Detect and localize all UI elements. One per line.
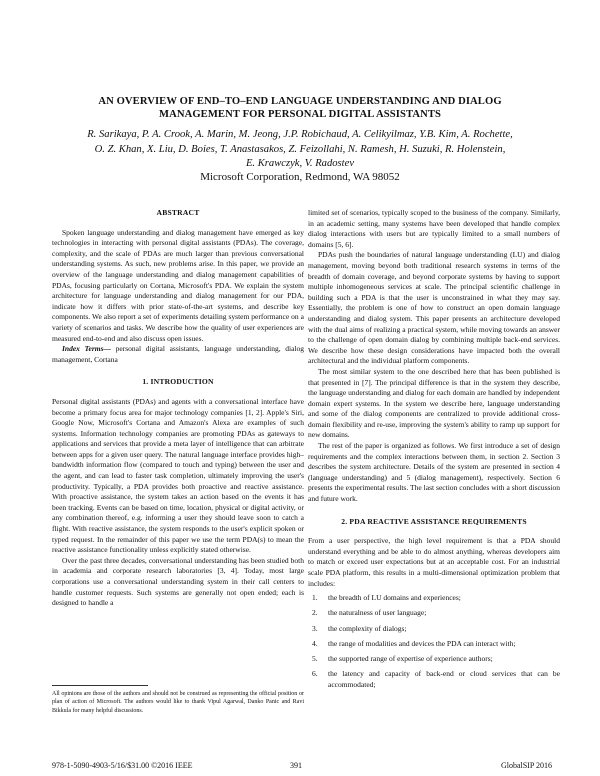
list-item: 1. the breadth of LU domains and experiences; bbox=[312, 593, 461, 603]
list-item: 6. the latency and capacity of back-end or cloud services that can be accommodated; bbox=[312, 669, 560, 689]
intro-paragraph-2: Over the past three decades, conversational understanding has been studied both in academia and corporate research laboratories [3, 4]. Today, most large corporations use a conversational understanding system in their call centers to handle customer requests. Such systems are generally not open ended; each is designed to handle a bbox=[52, 555, 304, 608]
left-column bbox=[52, 208, 304, 609]
title-line-2: MANAGEMENT FOR PERSONAL DIGITAL ASSISTANTS bbox=[158, 109, 442, 120]
list-item: 3. the complexity of dialogs; bbox=[312, 623, 407, 633]
author-line-1: R. Sarikaya, P. A. Crook, A. Marin, M. Jeong, J.P. Robichaud, A. Celikyilmaz, Y.B. Kim, A. Rochette, bbox=[87, 129, 513, 140]
footnote: All opinions are those of the authors and should not be construed as representing the official position or plan of action of Microsoft. The authors would like to thank Vipul Agarwal, Danko Panic and Ravi Bikkula for many helpful discussions. bbox=[52, 691, 304, 714]
index-terms-label: Index Terms— bbox=[62, 344, 111, 354]
footer-isbn: 978-1-5090-4903-5/16/$31.00 ©2016 IEEE bbox=[52, 761, 193, 770]
author-line-2: O. Z. Khan, X. Liu, D. Boies, T. Anastasakos, Z. Feizollahi, N. Ramesh, H. Suzuki, R. Holenstein, bbox=[94, 143, 506, 155]
footnote-divider bbox=[52, 685, 148, 686]
title-line-1: AN OVERVIEW OF END–TO–END LANGUAGE UNDERSTANDING AND DIALOG bbox=[98, 96, 502, 107]
intro-paragraph-continued: limited set of scenarios, typically scoped to the business of the company. Similarly, in an academic setting, many systems have been developed that handle complex dialog interactions with users but are typically limited to a small numbers of domains [5, 6]. bbox=[308, 208, 560, 249]
abstract-text: Spoken language understanding and dialog management have emerged as key technologies in interacting with personal digital assistants (PDAs). The coverage, complexity, and the scale of PDAs are much larger than previous conversational understanding systems. As such, new problems arise. In this paper, we provide an overview of the language understanding and dialog management capabilities of PDAs, focusing particularly on Cortana, Microsoft's PDA. We explain the system architecture for language understanding and dialog management for our PDA, indicate how it differs with prior state-of-the-art systems, and describe key components. We also report a set of experiments detailing system performance on a variety of scenarios and tasks. We describe how the quality of user experiences are measured end-to-end and also discuss open issues. bbox=[52, 227, 304, 343]
right-column bbox=[308, 208, 560, 695]
list-item: 2. the naturalness of user language; bbox=[312, 608, 427, 618]
requirements-list bbox=[308, 593, 560, 690]
intro-heading: 1. INTRODUCTION bbox=[142, 377, 214, 387]
author-line-3: E. Krawczyk, V. Radostev bbox=[245, 158, 355, 169]
index-terms bbox=[52, 344, 304, 365]
footer-conference: GlobalSIP 2016 bbox=[500, 761, 552, 770]
requirements-heading: 2. PDA REACTIVE ASSISTANCE REQUIREMENTS bbox=[341, 516, 527, 526]
footer-page-number: 391 bbox=[290, 761, 302, 770]
index-terms-text: personal digital assistants, language understanding, dialog management, Cortana bbox=[52, 344, 305, 364]
pda-boundaries-paragraph: PDAs push the boundaries of natural language understanding (LU) and dialog management, moving beyond both traditional research systems in terms of the breadth of domain coverage, and beyond corporate systems by having to support multiple inhomogeneous services at scale. The principal scientific challenge in building such a PDA is that the user is unconstrained in what they may say. Essentially, the problem is one of how to construct an open domain language understanding and dialog system. This paper presents an architecture developed with the dual aims of realizing a practical system, while moving towards an answer to the challenge of open domain dialog by combining multiple back-end services. We describe how these design considerations have impacted both the overall architectural and the individual platform components. bbox=[308, 250, 560, 366]
intro-paragraph-1: Personal digital assistants (PDAs) and agents with a conversational interface have become a primary focus area for major technology companies [1, 2]. Apple's Siri, Google Now, Microsoft's Cortana and Amazon's Alexa are examples of such systems. Information technology companies are promoting PDAs as gateways to applications and services that provide a meta layer of intelligence that can arbitrate between apps for a given user query. The natural language interface provides high–bandwidth information flow (compared to touch and typing) between the user and the agent, and can lead to faster task completion, ultimately improving the user's productivity. Typically, a PDA provides both proactive and reactive assistance. With proactive assistance, the system takes an action based on the events it has been tracking. Events can be based on time, location, physical or digital activity, or any combination thereof, e.g. informing a user they should leave soon to catch a flight. With reactive assistance, the system responds to the user's explicit spoken or typed request. In the remainder of this paper we use the term PDA(s) to mean the reactive assistance functionality unless explicitly stated otherwise. bbox=[52, 396, 304, 555]
author-list bbox=[30, 128, 570, 172]
list-item: 4. the range of modalities and devices the PDA can interact with; bbox=[312, 638, 516, 648]
abstract-heading: ABSTRACT bbox=[156, 208, 200, 217]
similar-system-paragraph: The most similar system to the one described here that has been published is that presented in [7]. The principal difference is that in the system they describe, the language understanding and dialog for each domain are handled by independent domain expert systems. In the system we describe here, language understanding and some of the dialog components are centralized to provide additional cross-domain flexibility and re-use, improving the system's ability to ramp up support for new domains. bbox=[308, 366, 560, 440]
affiliation: Microsoft Corporation, Redmond, WA 98052 bbox=[200, 171, 400, 183]
list-item: 5. the supported range of expertise of experience authors; bbox=[312, 653, 493, 663]
requirements-paragraph: From a user perspective, the high level requirement is that a PDA should understand everything and be able to do almost anything, whereas developers aim to match or exceed user expectations but at an acceptable cost. For an industrial scale PDA platform, this results in a multi-dimensional optimization problem that includes: bbox=[308, 536, 560, 588]
paper-organization-paragraph: The rest of the paper is organized as follows. We first introduce a set of design requirements and the complex interactions between them, in section 2. Section 3 describes the system architecture. Details of the system are presented in section 4 (language understanding) and 5 (dialog management), respectively. Section 6 presents the experimental results. The last section concludes with a short discussion and future work. bbox=[308, 441, 560, 504]
paper-title bbox=[40, 95, 560, 121]
